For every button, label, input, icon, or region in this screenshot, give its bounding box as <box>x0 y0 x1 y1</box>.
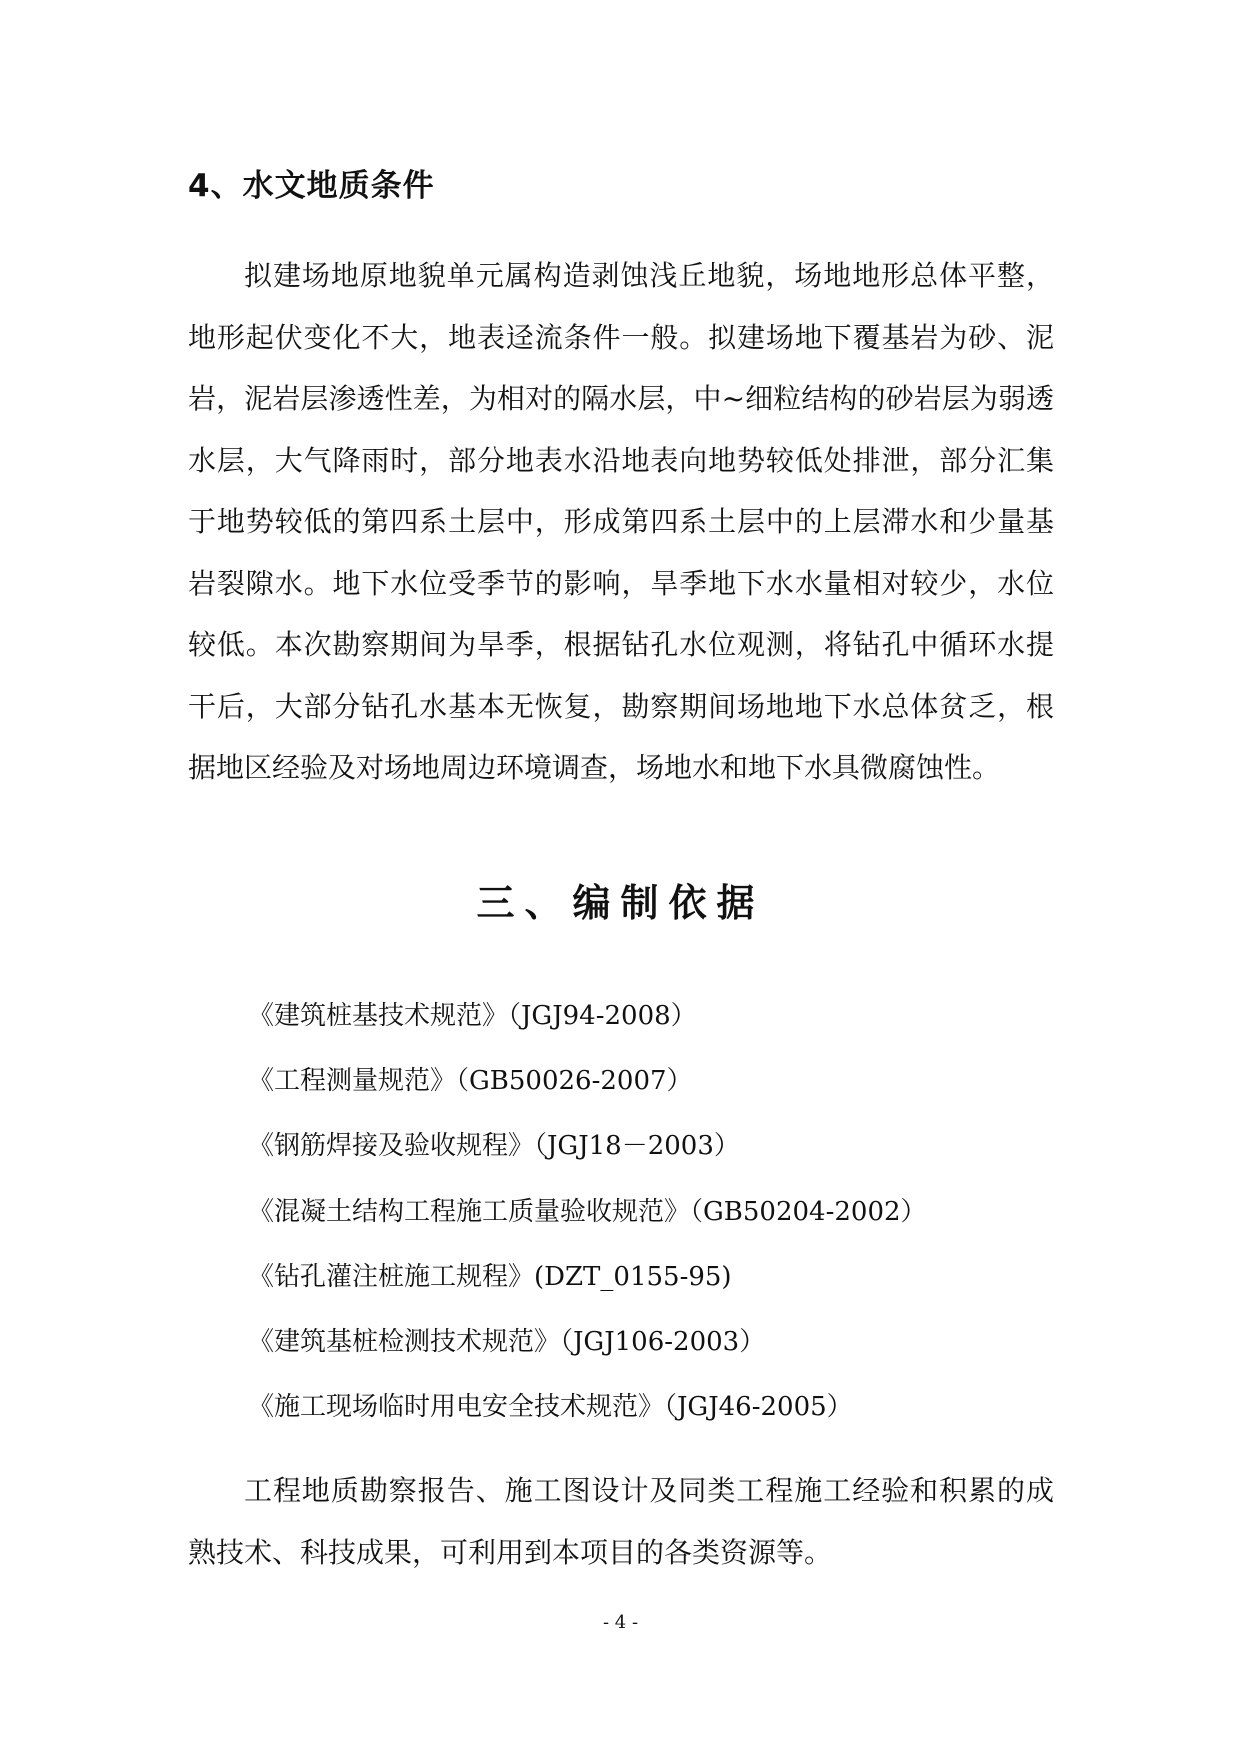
reference-list <box>248 996 927 1452</box>
chapter-title: 三、编制依据 <box>476 881 765 925</box>
reference-item: 《钻孔灌注桩施工规程》(DZT_0155-95) <box>248 1261 732 1292</box>
reference-item: 《建筑基桩检测技术规范》（JGJ106-2003） <box>248 1326 766 1357</box>
reference-item: 《混凝土结构工程施工质量验收规范》（GB50204-2002） <box>248 1196 927 1227</box>
reference-item: 《工程测量规范》（GB50026-2007） <box>248 1066 693 1097</box>
page-number: - 4 - <box>602 1612 639 1633</box>
hydrogeology-paragraph: 拟建场地原地貌单元属构造剥蚀浅丘地貌，场地地形总体平整，地形起伏变化不大，地表迳流条件一般。拟建场地下覆基岩为砂、泥岩，泥岩层渗透性差，为相对的隔水层，中~细粒结构的砂岩层为弱透水层，大气降雨时，部分地表水沿地表向地势较低处排泄，部分汇集于地势较低的第四系土层中，形成第四系土层中的上层滞水和少量基岩裂隙水。地下水位受季节的影响，旱季地下水水量相对较少，水位较低。本次勘察期间为旱季，根据钻孔水位观测，将钻孔中循环水提干后，大部分钻孔水基本无恢复，勘察期间场地地下水总体贫乏，根据地区经验及对场地周边环境调查，场地水和地下水具微腐蚀性。 <box>188 259 1054 784</box>
reference-item: 《施工现场临时用电安全技术规范》（JGJ46-2005） <box>248 1392 853 1423</box>
reference-item: 《钢筋焊接及验收规程》（JGJ18－2003） <box>248 1131 740 1162</box>
closing-paragraph: 工程地质勘察报告、施工图设计及同类工程施工经验和积累的成熟技术、科技成果，可利用到本项目的各类资源等。 <box>188 1474 1054 1569</box>
section-heading: 4、水文地质条件 <box>188 168 435 204</box>
reference-item: 《建筑桩基技术规范》（JGJ94-2008） <box>248 1001 697 1031</box>
